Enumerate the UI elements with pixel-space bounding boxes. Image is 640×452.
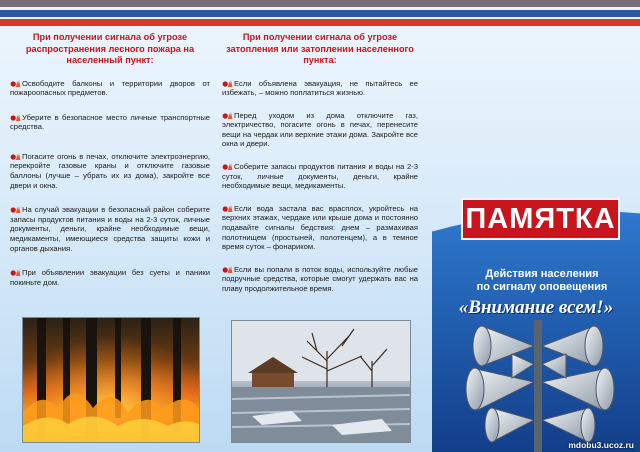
fire-item-5 [10, 268, 210, 287]
slogan: «Внимание всем!» [458, 297, 614, 318]
title-banner [461, 198, 620, 240]
warning-flame-icon [10, 152, 21, 161]
warning-flame-icon [222, 162, 233, 171]
flood-item-5 [222, 265, 418, 294]
flood-item-3 [222, 162, 418, 191]
flood-illustration [232, 321, 410, 442]
fire-instructions-column [10, 32, 210, 287]
fire-item-3 [10, 152, 210, 190]
forest-fire-photo [22, 317, 200, 443]
flood-item-text: Если вода застала вас врасплох, укройтесь на верхних этажах, чердаке или крыше дома и постоянно подавайте сигналы бедствия: днем – размахивая полотнищем (простыней, полотенцем), а в темное время суток – фонариком. [222, 203, 418, 252]
fire-heading: При получении сигнала об угрозе распространения лесного пожара на населенный пункт: [25, 32, 195, 65]
warning-flame-icon [10, 113, 21, 122]
flood-item-text: Перед уходом из дома отключите газ, электричество, погасите огонь в печах, перенесите вещи на чердак или верхние этажи дома. Закройте все окна и двери. [222, 110, 418, 149]
flood-heading: При получении сигнала об угрозе затопления или затоплении населенного пункта: [226, 32, 414, 65]
flood-instructions-column [222, 32, 418, 294]
loudspeakers-illustration [442, 320, 640, 452]
warning-flame-icon [222, 204, 233, 213]
warning-flame-icon [10, 268, 21, 277]
tricolor-stripe [0, 0, 640, 26]
watermark: mdobu3.ucoz.ru [568, 440, 634, 450]
fire-item-text: Освободите балконы и территории дворов от пожароопасных предметов. [10, 78, 210, 98]
flood-item-2 [222, 111, 418, 149]
fire-item-4 [10, 205, 210, 253]
fire-item-text: На случай эвакуации в безопасный район соберите запасы продуктов питания и воды на 2-3 суток, личные документы, деньги, крайне необходимые вещи, медикаменты, имеющиеся средства защиты кожи и органов дыхания. [10, 205, 210, 253]
warning-flame-icon [10, 79, 21, 88]
forest-fire-illustration [23, 318, 199, 442]
fire-item-text: При объявлении эвакуации без суеты и паники покиньте дом. [10, 268, 210, 287]
fire-item-1 [10, 79, 210, 98]
flood-item-4 [222, 204, 418, 252]
fire-item-2 [10, 113, 210, 132]
fire-item-text: Погасите огонь в печах, отключите электроэнергию, перекройте газовые краны и отключите газовые баллоны (лучше – убрать их из дома), закройте все двери и окна. [10, 151, 210, 190]
warning-flame-icon [10, 205, 21, 214]
subtitle-line-1: Действия населения [485, 268, 599, 280]
fire-item-text: Уберите в безопасное место личные транспортные средства. [10, 112, 210, 132]
title-text: ПАМЯТКА [465, 202, 616, 235]
warning-flame-icon [222, 265, 233, 274]
flood-item-1 [222, 79, 418, 98]
flood-item-text: Если объявлена эвакуация, не пытайтесь ее избежать, – можно поплатиться жизнью. [222, 78, 418, 98]
flood-photo [231, 320, 411, 443]
warning-flame-icon [222, 111, 233, 120]
warning-flame-icon [222, 79, 233, 88]
flood-item-text: Если вы попали в поток воды, используйте любые подручные средства, которые смогут удержать вас на плаву продолжительное время. [222, 264, 418, 293]
subtitle [442, 268, 640, 294]
subtitle-line-2: по сигналу оповещения [476, 281, 608, 293]
cover-panel [432, 26, 640, 452]
flood-item-text: Соберите запасы продуктов питания и воды на 2-3 суток, личные документы, деньги, крайне необходимые вещи, медикаменты. [222, 162, 418, 191]
